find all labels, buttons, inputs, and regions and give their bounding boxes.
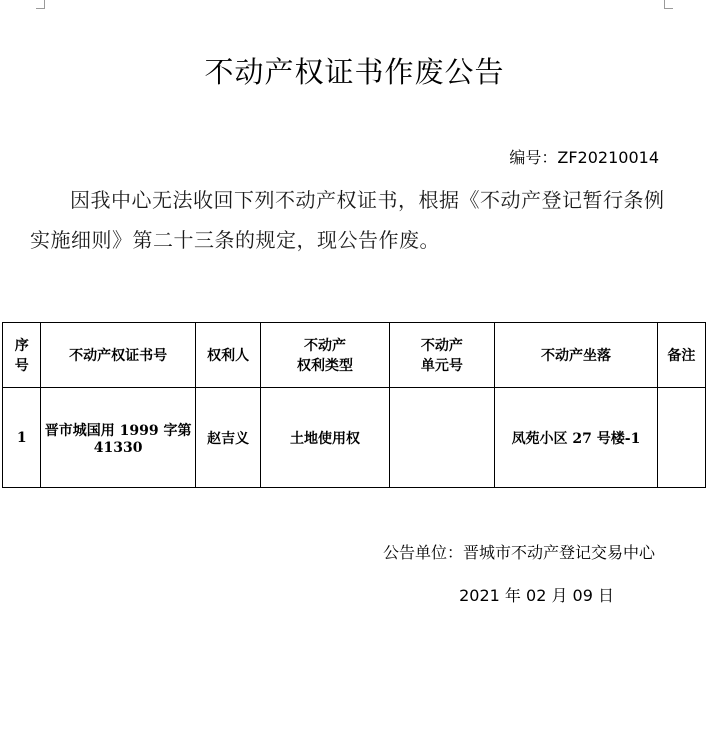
table-row: [3, 388, 706, 488]
issue-date: 2021 年 02 月 09 日: [459, 586, 614, 605]
header-right-type-line1: 不动产: [304, 338, 346, 354]
header-right-type-line2: 权利类型: [297, 358, 353, 374]
header-seq-line2: 号: [14, 358, 29, 374]
header-unit-no: [389, 323, 495, 388]
header-cert-no: 不动产权证书号: [41, 323, 195, 388]
cell-remark: [657, 388, 705, 488]
notice-serial-number: 编号：ZF20210014: [509, 148, 659, 167]
cell-cert-no-line1: 晋市城国用 1999 字第: [44, 422, 192, 439]
page-corner-mark-right: [664, 0, 673, 9]
cell-unit-no: [389, 388, 495, 488]
notice-body: 因我中心无法收回下列不动产权证书，根据《不动产登记暂行条例实施细则》第二十三条的规定，现公告作废。: [30, 188, 665, 252]
notice-title: 不动产权证书作废公告: [204, 55, 505, 89]
page-corner-mark-left: [36, 0, 45, 9]
header-right-type: [261, 323, 389, 388]
header-unit-no-line1: 不动产: [420, 338, 463, 354]
header-holder: 权利人: [195, 323, 261, 388]
header-unit-no-line2: 单元号: [420, 358, 463, 374]
cell-holder: 赵吉义: [195, 388, 261, 488]
header-seq: [3, 323, 41, 388]
cell-location: 凤苑小区 27 号楼-1: [495, 388, 658, 488]
header-seq-line1: 序: [14, 338, 29, 354]
cell-right-type: 土地使用权: [261, 388, 389, 488]
header-remark: 备注: [657, 323, 705, 388]
certificate-table: [2, 322, 706, 488]
table-header-row: [3, 323, 706, 388]
cell-cert-no-line2: 41330: [93, 439, 143, 456]
issuer-line: 公告单位：晋城市不动产登记交易中心: [382, 543, 655, 562]
cell-seq: 1: [3, 388, 41, 488]
cell-cert-no: [41, 388, 195, 488]
header-location: 不动产坐落: [495, 323, 658, 388]
